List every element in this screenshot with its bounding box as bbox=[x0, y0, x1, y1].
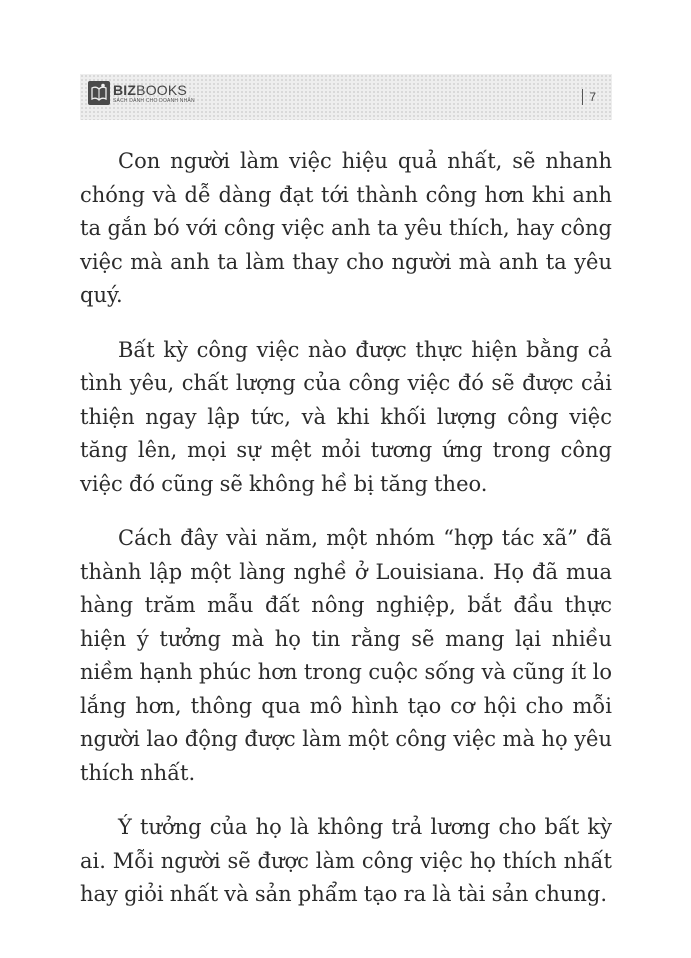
paragraph-1: Con người làm việc hiệu quả nhất, sẽ nhanh chóng và dễ dàng đạt tới thành công hơn khi anh ta gắn bó với công việc anh ta yêu thích, hay công việc mà anh ta làm thay cho người mà anh ta yêu quý. bbox=[80, 149, 612, 307]
page-number-divider bbox=[582, 89, 583, 105]
paragraph-2: Bất kỳ công việc nào được thực hiện bằng cả tình yêu, chất lượng của công việc đó sẽ được cải thiện ngay lập tức, và khi khối lượng công việc tăng lên, mọi sự mệt mỏi tương ứng trong công việc đó cũng sẽ không hề bị tăng theo. bbox=[80, 337, 612, 496]
bizbooks-logo bbox=[88, 81, 195, 105]
page-header bbox=[80, 74, 612, 120]
page-number-area bbox=[582, 89, 596, 105]
brand-biz: BIZ bbox=[113, 81, 137, 98]
page-body bbox=[80, 145, 612, 933]
brand-name bbox=[113, 83, 195, 98]
paragraph-4: Ý tưởng của họ là không trả lương cho bất kỳ ai. Mỗi người sẽ được làm công việc họ thích nhất hay giỏi nhất và sản phẩm tạo ra là tài sản chung. bbox=[80, 815, 612, 906]
paragraph-3: Cách đây vài năm, một nhóm “hợp tác xã” đã thành lập một làng nghề ở Louisiana. Họ đã mua hàng trăm mẫu đất nông nghiệp, bắt đầu thực hiện ý tưởng mà họ tin rằng sẽ mang lại nhiều niềm hạnh phúc hơn trong cuộc sống và cũng ít lo lắng hơn, thông qua mô hình tạo cơ hội cho mỗi người lao động được làm một công việc mà họ yêu thích nhất. bbox=[80, 526, 612, 785]
bizbooks-logo-icon bbox=[88, 81, 110, 105]
brand-tagline: SÁCH DÀNH CHO DOANH NHÂN bbox=[113, 97, 195, 104]
page-number: 7 bbox=[589, 90, 596, 104]
brand-books: BOOKS bbox=[136, 81, 187, 98]
